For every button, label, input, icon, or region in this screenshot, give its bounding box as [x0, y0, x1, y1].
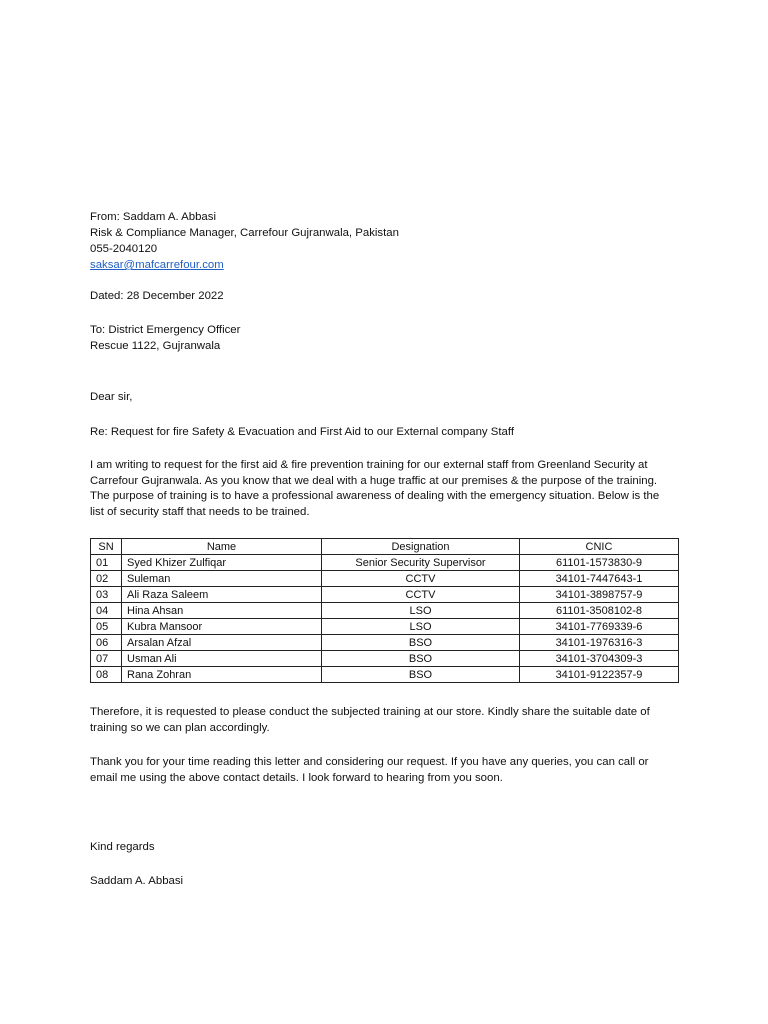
recipient-address: Rescue 1122, Gujranwala	[90, 340, 221, 352]
cell-designation: CCTV	[322, 587, 520, 603]
request-line: Therefore, it is requested to please conduct the subjected training at our store. Kindly share the suitable date of	[90, 706, 650, 718]
cell-designation: CCTV	[322, 571, 520, 587]
table-row	[91, 571, 679, 587]
table-row	[91, 619, 679, 635]
intro-paragraph	[90, 458, 680, 520]
cell-cnic: 34101-3898757-9	[520, 587, 679, 603]
cell-sn: 08	[91, 667, 122, 683]
cell-sn: 06	[91, 635, 122, 651]
date-line: Dated: 28 December 2022	[90, 290, 224, 302]
header-designation: Designation	[322, 539, 520, 555]
sender-email-link[interactable]: saksar@mafcarrefour.com	[90, 259, 224, 271]
to-line: To: District Emergency Officer	[90, 324, 241, 336]
thanks-line: Thank you for your time reading this letter and considering our request. If you have any queries, you can call or	[90, 756, 649, 768]
cell-name: Syed Khizer Zulfiqar	[122, 555, 322, 571]
intro-line: Carrefour Gujranwala. As you know that we deal with a huge traffic at our premises & the purpose of the training.	[90, 474, 658, 487]
table-row	[91, 603, 679, 619]
cell-name: Kubra Mansoor	[122, 619, 322, 635]
cell-designation: BSO	[322, 667, 520, 683]
intro-line: list of security staff that needs to be trained.	[90, 505, 310, 518]
cell-name: Hina Ahsan	[122, 603, 322, 619]
salutation: Dear sir,	[90, 391, 133, 403]
thanks-paragraph	[90, 755, 680, 786]
request-line: training so we can plan accordingly.	[90, 721, 270, 734]
closing: Kind regards	[90, 841, 155, 853]
cell-designation: Senior Security Supervisor	[322, 555, 520, 571]
cell-cnic: 34101-7769339-6	[520, 619, 679, 635]
cell-sn: 02	[91, 571, 122, 587]
sender-phone: 055-2040120	[90, 243, 158, 255]
header-cnic: CNIC	[520, 539, 679, 555]
intro-line: The purpose of training is to have a professional awareness of dealing with the emergency situation. Below is the	[90, 490, 660, 503]
cell-sn: 04	[91, 603, 122, 619]
from-line: From: Saddam A. Abbasi	[90, 211, 216, 223]
table-row	[91, 587, 679, 603]
cell-designation: BSO	[322, 635, 520, 651]
header-sn: SN	[91, 539, 122, 555]
cell-name: Usman Ali	[122, 651, 322, 667]
cell-cnic: 61101-1573830-9	[520, 555, 679, 571]
request-paragraph	[90, 705, 680, 736]
cell-name: Ali Raza Saleem	[122, 587, 322, 603]
thanks-line: email me using the above contact details. I look forward to hearing from you soon.	[90, 771, 503, 784]
cell-cnic: 34101-3704309-3	[520, 651, 679, 667]
cell-cnic: 61101-3508102-8	[520, 603, 679, 619]
staff-table	[90, 538, 679, 683]
cell-sn: 05	[91, 619, 122, 635]
subject-line: Re: Request for fire Safety & Evacuation and First Aid to our External company Staff	[90, 426, 514, 438]
sender-block	[90, 209, 680, 273]
cell-cnic: 34101-7447643-1	[520, 571, 679, 587]
recipient-block	[90, 322, 680, 354]
cell-cnic: 34101-9122357-9	[520, 667, 679, 683]
cell-name: Suleman	[122, 571, 322, 587]
cell-designation: LSO	[322, 619, 520, 635]
table-row	[91, 651, 679, 667]
cell-sn: 03	[91, 587, 122, 603]
cell-designation: BSO	[322, 651, 520, 667]
table-row	[91, 667, 679, 683]
sender-title: Risk & Compliance Manager, Carrefour Gujranwala, Pakistan	[90, 227, 399, 239]
intro-line: I am writing to request for the first aid & fire prevention training for our external staff from Greenland Security at	[90, 459, 648, 471]
cell-designation: LSO	[322, 603, 520, 619]
cell-sn: 07	[91, 651, 122, 667]
table-row	[91, 555, 679, 571]
header-name: Name	[122, 539, 322, 555]
cell-cnic: 34101-1976316-3	[520, 635, 679, 651]
cell-name: Rana Zohran	[122, 667, 322, 683]
signature-name: Saddam A. Abbasi	[90, 875, 184, 887]
table-header-row	[91, 539, 679, 555]
cell-name: Arsalan Afzal	[122, 635, 322, 651]
table-row	[91, 635, 679, 651]
cell-sn: 01	[91, 555, 122, 571]
